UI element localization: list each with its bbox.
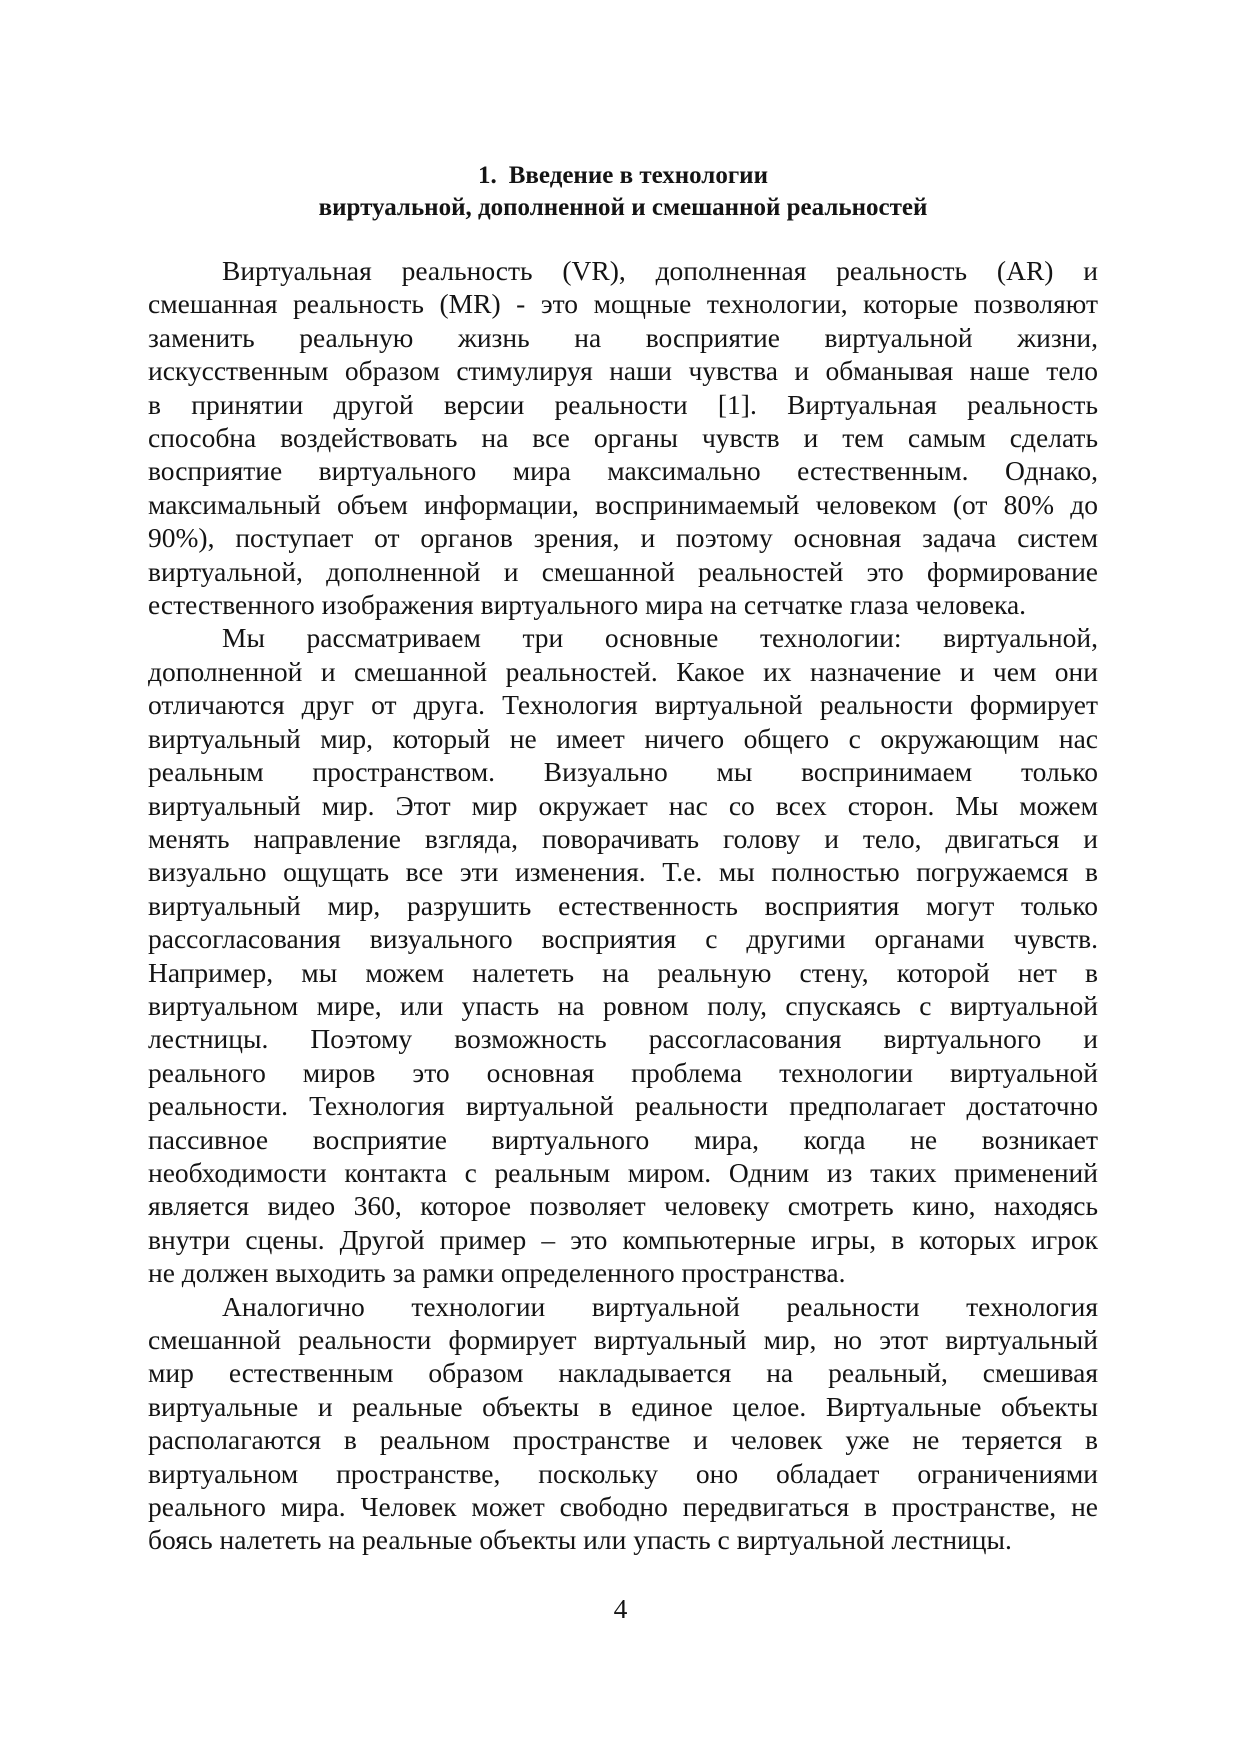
text-line: реального миров это основная проблема технологии виртуальной [148,1056,1098,1088]
text-line: Например, мы можем налететь на реальную стену, которой нет в [148,956,1098,988]
text-line: виртуальный мир, разрушить естественность восприятия могут только [148,889,1098,921]
text-line: виртуальные и реальные объекты в единое целое. Виртуальные объекты [148,1390,1098,1422]
text-line: в принятии другой версии реальности [1]. Виртуальная реальность [148,388,1098,420]
text-line: виртуальном пространстве, поскольку оно обладает ограничениями [148,1457,1098,1489]
text-line: Виртуальная реальность (VR), дополненная реальность (AR) и [222,255,1098,286]
text-line: менять направление взгляда, поворачивать голову и тело, двигаться и [148,822,1098,854]
text-line: реального мира. Человек может свободно передвигаться в пространстве, не [148,1491,1098,1523]
paragraph [148,254,1098,621]
text-line: смешанной реальности формирует виртуальный мир, но этот виртуальный [148,1324,1098,1355]
text-line: максимальный объем информации, воспринимаемый человеком (от 80% до [148,488,1098,520]
body-text [148,254,1098,1557]
heading-title-part-1: Введение в технологии [508,162,768,189]
text-line: виртуальном мире, или упасть на ровном полу, спускаясь с виртуальной [148,989,1098,1021]
text-line: искусственным образом стимулируя наши чувства и обманывая наше тело [148,355,1098,387]
text-line: смешанная реальность (MR) - это мощные технологии, которые позволяют [148,288,1098,320]
text-line: естественного изображения виртуального мира на сетчатке глаза человека. [148,589,1027,621]
text-line: внутри сцены. Другой пример – это компьютерные игры, в которых игрок [148,1223,1098,1255]
text-line: заменить реальную жизнь на восприятие виртуальной жизни, [148,321,1098,353]
text-line: мир естественным образом накладывается на реальный, смешивая [148,1357,1098,1389]
text-line: Мы рассматриваем три основные технологии: виртуальной, [222,622,1098,654]
text-line: виртуальный мир. Этот мир окружает нас со всех сторон. Мы можем [148,789,1098,821]
paragraph [148,1290,1098,1557]
text-line: Аналогично технологии виртуальной реальности технология [222,1290,1098,1322]
text-line: необходимости контакта с реальным миром. Одним из таких применений [148,1156,1098,1188]
text-line: лестницы. Поэтому возможность рассогласования виртуального и [148,1023,1098,1055]
text-line: является видео 360, которое позволяет человеку смотреть кино, находясь [148,1190,1098,1222]
text-line: пассивное восприятие виртуального мира, когда не возникает [148,1123,1098,1155]
paragraph [148,621,1098,1289]
text-line: рассогласования визуального восприятия с другими органами чувств. [148,923,1098,955]
section-heading [148,160,1098,224]
text-line: не должен выходить за рамки определенного пространства. [148,1257,846,1289]
text-line: 90%), поступает от органов зрения, и поэтому основная задача систем [148,522,1098,554]
text-line: способна воздействовать на все органы чувств и тем самым сделать [148,422,1098,454]
section-number: 1. [478,162,497,189]
text-line: располагаются в реальном пространстве и человек уже не теряется в [148,1424,1098,1456]
heading-line-2: виртуальной, дополненной и смешанной реальностей [318,194,928,221]
text-line: восприятие виртуального мира максимально естественным. Однако, [148,455,1098,487]
text-line: дополненной и смешанной реальностей. Какое их назначение и чем они [148,655,1098,687]
heading-line-1 [148,160,1098,192]
text-line: отличаются друг от друга. Технология виртуальной реальности формирует [148,689,1098,721]
text-line: реальности. Технология виртуальной реальности предполагает достаточно [148,1090,1098,1122]
text-line: визуально ощущать все эти изменения. Т.е. мы полностью погружаемся в [148,856,1098,888]
text-line: боясь налететь на реальные объекты или упасть с виртуальной лестницы. [148,1524,1012,1556]
text-line: виртуальный мир, который не имеет ничего общего с окружающим нас [148,722,1098,754]
page-number: 4 [613,1593,628,1624]
text-line: реальным пространством. Визуально мы воспринимаем только [148,756,1098,788]
text-line: виртуальной, дополненной и смешанной реальностей это формирование [148,555,1098,587]
